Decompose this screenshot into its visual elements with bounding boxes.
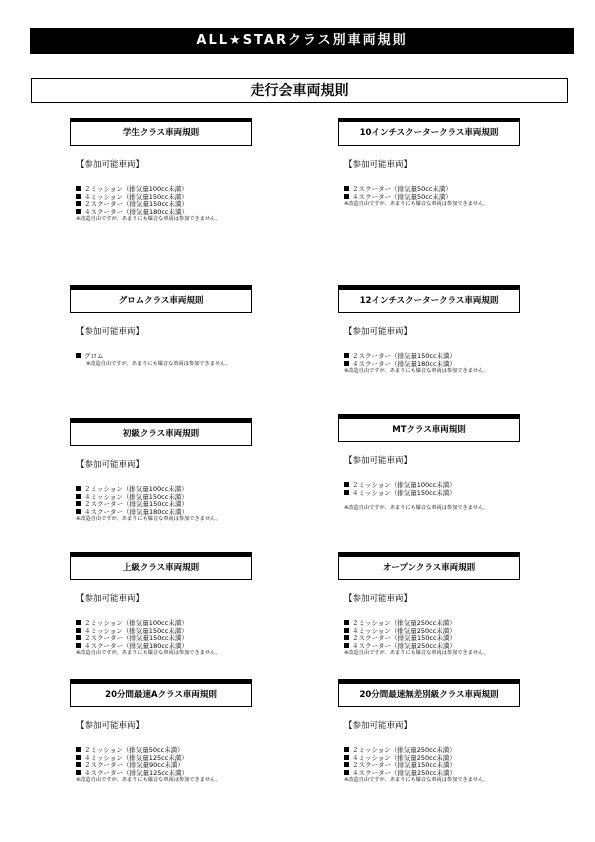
card-title: 学生クラス車両規則 [70,118,252,146]
square-bullet-icon [76,501,81,506]
card-title: 20分間最速無差別級クラス車両規則 [338,679,520,707]
vehicle-item: ２スクーター（排気量150cc未満） [76,635,252,643]
vehicle-list [76,353,252,368]
eligible-vehicles-heading: 【参加可能車両】 [76,460,145,470]
card-title: グロムクラス車両規則 [70,285,252,313]
card-title: 初級クラス車両規則 [70,418,252,446]
square-bullet-icon [76,186,81,191]
class-card-student [70,118,252,223]
modification-note: ※改造自由ですが、あまりにも爆音な車両は参加できません。 [76,777,221,784]
vehicle-item: ４ミッション（排気量150cc未満） [76,194,252,202]
square-bullet-icon [76,486,81,491]
vehicle-item: ４ミッション（排気量125cc未満） [76,755,252,763]
square-bullet-icon [344,628,349,633]
page-banner: ALL★STARクラス別車両規則 [30,28,574,54]
class-card-20min-a [70,679,252,784]
vehicle-item: ４ミッション（排気量250cc未満） [344,755,520,763]
vehicle-item: グロム [76,353,252,361]
modification-note: ※改造自由ですが、あまりにも爆音な車両は参加できません。 [76,216,221,223]
square-bullet-icon [76,635,81,640]
class-card-open [338,552,520,657]
square-bullet-icon [76,762,81,767]
class-card-10inch-scooter [338,118,520,208]
vehicle-item: ４ミッション（排気量150cc未満） [344,490,520,498]
eligible-vehicles-heading: 【参加可能車両】 [344,456,413,466]
class-card-20min-open [338,679,520,784]
square-bullet-icon [76,755,81,760]
square-bullet-icon [344,635,349,640]
vehicle-list [76,747,252,784]
vehicle-item: ２ミッション（排気量50cc未満） [76,747,252,755]
square-bullet-icon [344,353,349,358]
vehicle-list [76,186,252,223]
square-bullet-icon [76,747,81,752]
vehicle-item: ２スクーター（排気量150cc未満） [76,501,252,509]
square-bullet-icon [344,186,349,191]
eligible-vehicles-heading: 【参加可能車両】 [344,160,413,170]
square-bullet-icon [76,770,81,775]
square-bullet-icon [344,490,349,495]
vehicle-item: ２スクーター（排気量150cc未満） [344,762,520,770]
square-bullet-icon [344,620,349,625]
vehicle-item: ２スクーター（排気量150cc未満） [344,353,520,361]
vehicle-list [344,620,520,657]
card-title: 20分間最速Aクラス車両規則 [70,679,252,707]
vehicle-item: ４スクーター（排気量125cc未満） [76,770,252,778]
modification-note: ※改造自由ですが、あまりにも爆音な車両は参加できません。 [86,360,231,367]
modification-note: ※改造自由ですが、あまりにも爆音な車両は参加できません。 [344,505,489,512]
vehicle-item: ２スクーター（排気量90cc未満） [76,762,252,770]
vehicle-list [344,482,520,512]
modification-note: ※改造自由ですが、あまりにも爆音な車両は参加できません。 [76,650,221,657]
square-bullet-icon [344,770,349,775]
square-bullet-icon [344,755,349,760]
card-title: MTクラス車両規則 [338,414,520,442]
vehicle-item: ２ミッション（排気量100cc未満） [76,486,252,494]
card-title: 10インチスクータークラス車両規則 [338,118,520,146]
vehicle-list [344,353,520,375]
vehicle-item: ４ミッション（排気量150cc未満） [76,494,252,502]
vehicle-item: ４スクーター（排気量180cc未満） [76,509,252,517]
section-header: 走行会車両規則 [31,78,568,103]
vehicle-list [344,186,520,208]
vehicle-item: ４スクーター（排気量50cc未満） [344,194,520,202]
vehicle-item: ４スクーター（排気量250cc未満） [344,643,520,651]
card-title: 12インチスクータークラス車両規則 [338,285,520,313]
square-bullet-icon [344,361,349,366]
card-title: オープンクラス車両規則 [338,552,520,580]
vehicle-item: ４スクーター（排気量250cc未満） [344,770,520,778]
square-bullet-icon [344,747,349,752]
vehicle-list [76,620,252,657]
square-bullet-icon [344,762,349,767]
vehicle-list [76,486,252,523]
modification-note: ※改造自由ですが、あまりにも爆音な車両は参加できません。 [344,201,489,208]
vehicle-item: ４スクーター（排気量180cc未満） [76,643,252,651]
vehicle-item: ４スクーター（排気量180cc未満） [344,361,520,369]
modification-note: ※改造自由ですが、あまりにも爆音な車両は参加できません。 [344,650,489,657]
square-bullet-icon [76,628,81,633]
eligible-vehicles-heading: 【参加可能車両】 [344,721,413,731]
vehicle-item: ２ミッション（排気量250cc未満） [344,747,520,755]
modification-note: ※改造自由ですが、あまりにも爆音な車両は参加できません。 [76,516,221,523]
vehicle-item: ２ミッション（排気量100cc未満） [76,186,252,194]
card-title: 上級クラス車両規則 [70,552,252,580]
vehicle-item: ２ミッション（排気量100cc未満） [344,482,520,490]
class-card-mt [338,414,520,512]
class-card-beginner [70,418,252,523]
square-bullet-icon [76,353,81,358]
vehicle-item: ２ミッション（排気量250cc未満） [344,620,520,628]
square-bullet-icon [344,643,349,648]
square-bullet-icon [76,509,81,514]
square-bullet-icon [344,194,349,199]
square-bullet-icon [76,201,81,206]
class-card-advanced [70,552,252,657]
eligible-vehicles-heading: 【参加可能車両】 [344,327,413,337]
class-card-12inch-scooter [338,285,520,375]
vehicle-item: ２スクーター（排気量150cc未満） [344,635,520,643]
vehicle-list [344,747,520,784]
modification-note: ※改造自由ですが、あまりにも爆音な車両は参加できません。 [344,368,489,375]
square-bullet-icon [76,209,81,214]
vehicle-item: ２スクーター（排気量50cc未満） [344,186,520,194]
vehicle-item: ４ミッション（排気量150cc未満） [76,628,252,636]
square-bullet-icon [76,494,81,499]
eligible-vehicles-heading: 【参加可能車両】 [76,594,145,604]
modification-note: ※改造自由ですが、あまりにも爆音な車両は参加できません。 [344,777,489,784]
eligible-vehicles-heading: 【参加可能車両】 [76,327,145,337]
eligible-vehicles-heading: 【参加可能車両】 [344,594,413,604]
vehicle-item: ２ミッション（排気量100cc未満） [76,620,252,628]
eligible-vehicles-heading: 【参加可能車両】 [76,721,145,731]
vehicle-item: ２スクーター（排気量150cc未満） [76,201,252,209]
square-bullet-icon [76,643,81,648]
eligible-vehicles-heading: 【参加可能車両】 [76,160,145,170]
square-bullet-icon [344,482,349,487]
class-card-grom [70,285,252,368]
square-bullet-icon [76,194,81,199]
vehicle-item: ４スクーター（排気量180cc未満） [76,209,252,217]
vehicle-item: ４ミッション（排気量250cc未満） [344,628,520,636]
square-bullet-icon [76,620,81,625]
